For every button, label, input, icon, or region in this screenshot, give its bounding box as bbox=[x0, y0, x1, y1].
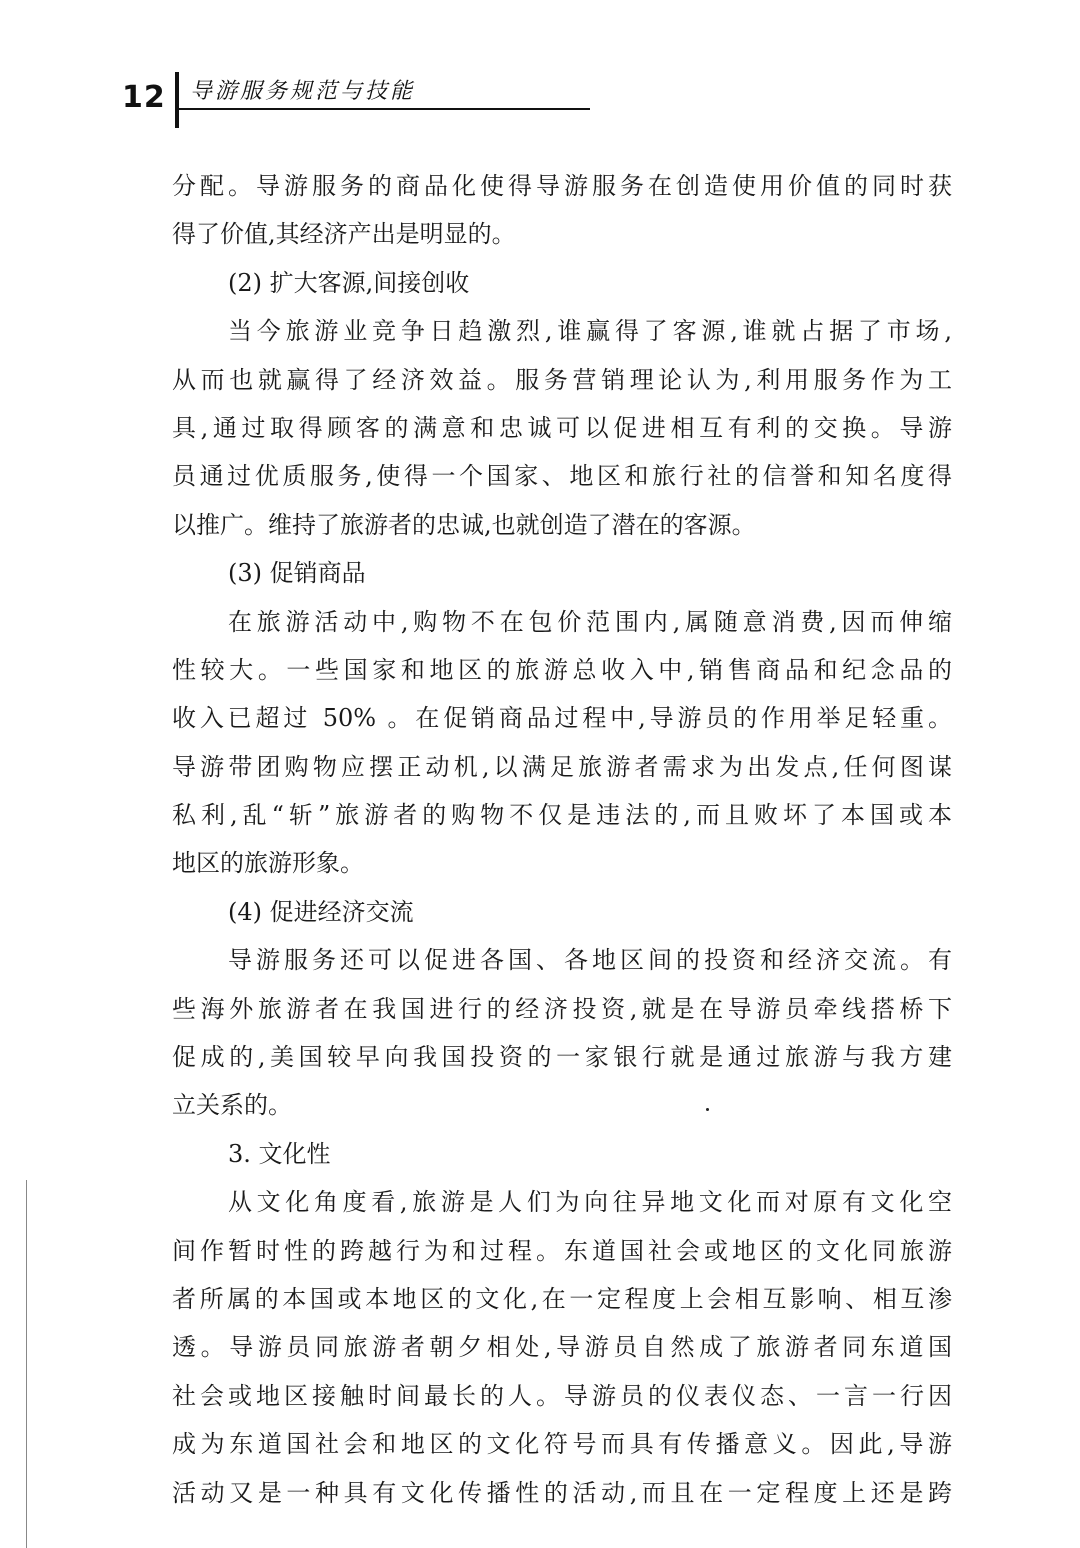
text-line: 间作暂时性的跨越行为和过程。东道国社会或地区的文化同旅游 bbox=[172, 1236, 952, 1265]
section-heading: (2) 扩大客源,间接创收 bbox=[228, 268, 470, 297]
text-line: 成为东道国社会和地区的文化符号而具有传播意义。因此,导游 bbox=[172, 1430, 952, 1459]
text-line: 导游带团购物应摆正动机,以满足旅游者需求为出发点,任何图谋 bbox=[172, 752, 952, 781]
running-title: 导游服务规范与技能 bbox=[190, 79, 416, 104]
text-line: 从文化角度看,旅游是人们为向往异地文化而对原有文化空 bbox=[228, 1188, 952, 1217]
section-heading: (4) 促进经济交流 bbox=[228, 897, 414, 926]
page-header bbox=[0, 0, 1080, 140]
header-rule bbox=[178, 108, 590, 110]
text-line: 者所属的本国或本地区的文化,在一定程度上会相互影响、相互渗 bbox=[172, 1284, 952, 1313]
text-line: 以推广。维持了旅游者的忠诚,也就创造了潜在的客源。 bbox=[172, 510, 756, 539]
scan-margin-line bbox=[26, 1180, 27, 1548]
text-line: 透。导游员同旅游者朝夕相处,导游员自然成了旅游者同东道国 bbox=[172, 1333, 952, 1362]
text-line: 私利,乱“斩”旅游者的购物不仅是违法的,而且败坏了本国或本 bbox=[172, 801, 952, 830]
text-line: 在旅游活动中,购物不在包价范围内,属随意消费,因而伸缩 bbox=[228, 607, 952, 636]
text-line: 导游服务还可以促进各国、各地区间的投资和经济交流。有 bbox=[228, 946, 952, 975]
text-line: 立关系的。 bbox=[172, 1091, 292, 1120]
scan-speck bbox=[706, 1108, 709, 1111]
text-line: 收入已超过 50% 。在促销商品过程中,导游员的作用举足轻重。 bbox=[172, 704, 952, 733]
text-line: 从而也就赢得了经济效益。服务营销理论认为,利用服务作为工 bbox=[172, 365, 952, 394]
text-line: 得了价值,其经济产出是明显的。 bbox=[172, 220, 516, 249]
section-heading: (3) 促销商品 bbox=[228, 559, 366, 588]
section-heading: 3. 文化性 bbox=[228, 1139, 331, 1168]
body-text bbox=[172, 162, 952, 1517]
text-line: 活动又是一种具有文化传播性的活动,而且在一定程度上还是跨 bbox=[172, 1478, 952, 1507]
text-line: 分配。导游服务的商品化使得导游服务在创造使用价值的同时获 bbox=[172, 172, 952, 200]
text-line: 地区的旅游形象。 bbox=[172, 849, 364, 878]
text-line: 具,通过取得顾客的满意和忠诚可以促进相互有利的交换。导游 bbox=[172, 413, 952, 442]
page-number: 12 bbox=[122, 80, 166, 115]
text-line: 促成的,美国较早向我国投资的一家银行就是通过旅游与我方建 bbox=[172, 1043, 952, 1072]
text-line: 性较大。一些国家和地区的旅游总收入中,销售商品和纪念品的 bbox=[172, 655, 952, 684]
text-line: 员通过优质服务,使得一个国家、地区和旅行社的信誉和知名度得 bbox=[172, 462, 952, 491]
text-line: 社会或地区接触时间最长的人。导游员的仪表仪态、一言一行因 bbox=[172, 1381, 952, 1410]
text-line: 些海外旅游者在我国进行的经济投资,就是在导游员牵线搭桥下 bbox=[172, 994, 952, 1023]
text-line: 当今旅游业竞争日趋激烈,谁赢得了客源,谁就占据了市场, bbox=[228, 317, 952, 346]
header-vertical-bar bbox=[175, 72, 179, 128]
